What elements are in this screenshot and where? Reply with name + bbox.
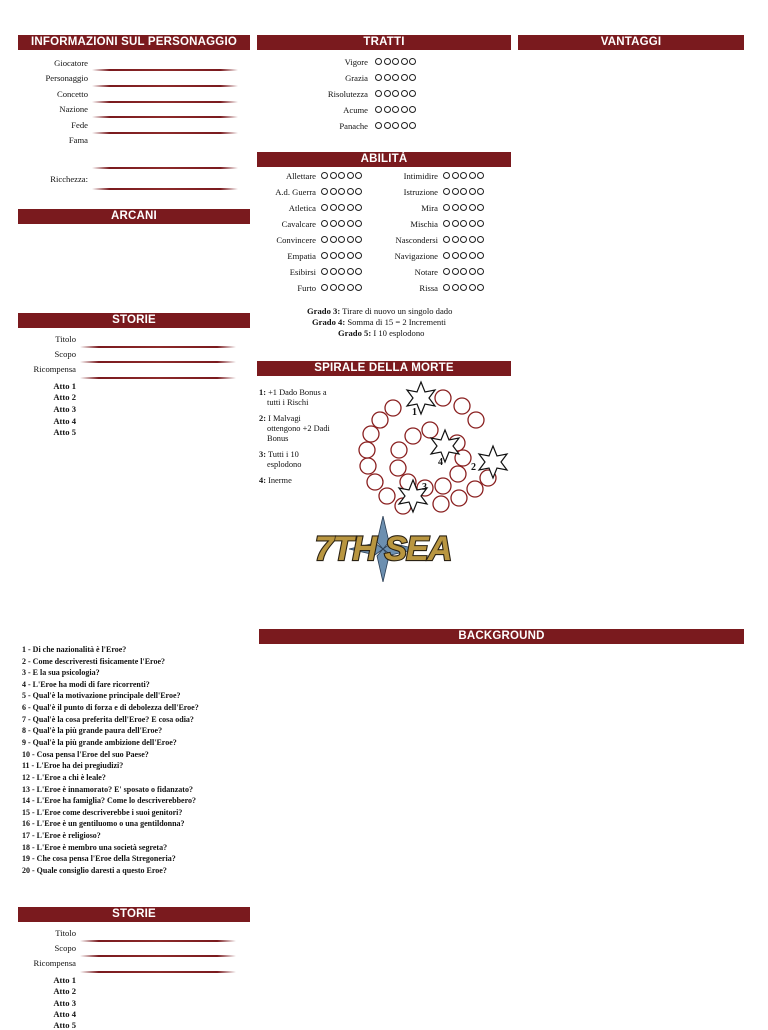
death-spiral-diagram — [345, 378, 515, 518]
domanda-11: 11 - L'Eroe ha dei pregiudizi? — [22, 761, 124, 770]
storie-titolo-label: Titolo — [55, 334, 76, 344]
trait-risolutezza-dots[interactable] — [375, 90, 416, 97]
field-fede[interactable] — [92, 132, 238, 134]
skill-convincere: Convincere — [276, 235, 316, 245]
skill-mira-dots[interactable] — [443, 204, 484, 211]
skill-convincere-dots[interactable] — [321, 236, 362, 243]
domanda-18: 18 - L'Eroe è membro una società segreta? — [22, 843, 168, 852]
spiral-wound-box[interactable] — [385, 400, 401, 416]
spiral-star-label: 3 — [422, 482, 427, 493]
header-vantaggi: VANTAGGI — [518, 35, 744, 50]
trait-vigore: Vigore — [344, 57, 368, 67]
field-personaggio[interactable] — [92, 85, 238, 87]
trait-acume: Acume — [343, 105, 368, 115]
skill-esibirsi: Esibirsi — [289, 267, 316, 277]
label-ricchezza: Ricchezza: — [50, 174, 88, 184]
storie-titolo-field[interactable] — [80, 346, 236, 348]
storie-scopo-field[interactable] — [80, 361, 236, 363]
spirale-item-2: 2: I Malvagi ottengono +2 Dadi Bonus — [259, 414, 330, 443]
spiral-wound-box[interactable] — [435, 390, 451, 406]
field-giocatore[interactable] — [92, 69, 238, 71]
spiral-wound-box[interactable] — [467, 481, 483, 497]
storie2-atto-1: Atto 1 — [53, 975, 76, 985]
skill-mischia: Mischia — [410, 219, 438, 229]
skill-istruzione-dots[interactable] — [443, 188, 484, 195]
trait-panache-dots[interactable] — [375, 122, 416, 129]
header-spirale: SPIRALE DELLA MORTE — [257, 361, 511, 376]
storie-atto-3: Atto 3 — [53, 404, 76, 414]
skill-nascondersi-dots[interactable] — [443, 236, 484, 243]
storie-atto-2: Atto 2 — [53, 392, 76, 402]
storie2-atto-5: Atto 5 — [53, 1020, 76, 1030]
spirale-item-3: 3: Tutti i 10 esplodono — [259, 450, 302, 469]
skill-esibirsi-dots[interactable] — [321, 268, 362, 275]
header-arcani: ARCANI — [18, 209, 250, 224]
domanda-4: 4 - L'Eroe ha modi di fare ricorrenti? — [22, 680, 150, 689]
spiral-wound-box[interactable] — [359, 442, 375, 458]
spiral-wound-box[interactable] — [454, 398, 470, 414]
skill-empatia: Empatia — [287, 251, 316, 261]
skill-intimidire-dots[interactable] — [443, 172, 484, 179]
storie2-titolo-label: Titolo — [55, 928, 76, 938]
header-storie: STORIE — [18, 313, 250, 328]
domanda-16: 16 - L'Eroe è un gentiluomo o una gentildonna? — [22, 819, 185, 828]
spiral-wound-box[interactable] — [390, 460, 406, 476]
grado-5: Grado 5: I 10 esplodono — [338, 328, 425, 338]
domanda-8: 8 - Qual'è la più grande paura dell'Eroe? — [22, 726, 163, 735]
storie-ricompensa-field[interactable] — [80, 377, 236, 379]
storie2-atto-3: Atto 3 — [53, 998, 76, 1008]
storie-ricompensa-label: Ricompensa — [33, 364, 76, 374]
skill-notare: Notare — [414, 267, 438, 277]
field-fama[interactable] — [92, 167, 238, 169]
domanda-14: 14 - L'Eroe ha famiglia? Come lo descriverebbero? — [22, 796, 196, 805]
domanda-17: 17 - L'Eroe è religioso? — [22, 831, 101, 840]
domanda-19: 19 - Che cosa pensa l'Eroe della Stregoneria? — [22, 854, 176, 863]
field-concetto[interactable] — [92, 101, 238, 103]
skill-rissa: Rissa — [419, 283, 438, 293]
spirale-item-1: 1: +1 Dado Bonus a tutti i Rischi — [259, 388, 327, 407]
skill-ad-guerra-dots[interactable] — [321, 188, 362, 195]
skill-ad-guerra: A.d. Guerra — [275, 187, 316, 197]
skill-cavalcare-dots[interactable] — [321, 220, 362, 227]
domanda-9: 9 - Qual'è la più grande ambizione dell'Eroe? — [22, 738, 177, 747]
grado-4: Grado 4: Somma di 15 = 2 Incrementi — [312, 317, 446, 327]
skill-allettare-dots[interactable] — [321, 172, 362, 179]
label-giocatore: Giocatore — [54, 58, 88, 68]
storie-atto-1: Atto 1 — [53, 381, 76, 391]
storie2-scopo-label: Scopo — [54, 943, 76, 953]
field-ricchezza[interactable] — [92, 188, 238, 190]
label-fama: Fama — [68, 135, 88, 145]
spiral-wound-box[interactable] — [372, 412, 388, 428]
spiral-wound-box[interactable] — [451, 490, 467, 506]
storie2-atto-2: Atto 2 — [53, 986, 76, 996]
spiral-wound-box[interactable] — [405, 428, 421, 444]
storie-atto-4: Atto 4 — [53, 416, 76, 426]
storie2-atto-4: Atto 4 — [53, 1009, 76, 1019]
storie2-titolo-field[interactable] — [80, 940, 236, 942]
skill-notare-dots[interactable] — [443, 268, 484, 275]
7th-sea-logo — [308, 516, 458, 582]
spiral-wound-box[interactable] — [379, 488, 395, 504]
domanda-6: 6 - Qual'è il punto di forza e di debolezza dell'Eroe? — [22, 703, 199, 712]
storie-scopo-label: Scopo — [54, 349, 76, 359]
header-background: BACKGROUND — [259, 629, 744, 644]
domanda-20: 20 - Quale consiglio daresti a questo Eroe? — [22, 866, 167, 875]
skill-atletica: Atletica — [288, 203, 316, 213]
domanda-2: 2 - Come descriveresti fisicamente l'Eroe? — [22, 657, 165, 666]
trait-panache: Panache — [339, 121, 368, 131]
label-nazione: Nazione — [59, 104, 88, 114]
label-fede: Fede — [71, 120, 88, 130]
skill-intimidire: Intimidire — [403, 171, 438, 181]
spiral-star-label: 1 — [412, 407, 417, 418]
header-tratti: TRATTI — [257, 35, 511, 50]
spiral-wound-box[interactable] — [433, 496, 449, 512]
storie2-scopo-field[interactable] — [80, 955, 236, 957]
skill-navigazione-dots[interactable] — [443, 252, 484, 259]
skill-rissa-dots[interactable] — [443, 284, 484, 291]
spiral-wound-box[interactable] — [422, 422, 438, 438]
header-abilita: ABILITÀ — [257, 152, 511, 167]
skill-cavalcare: Cavalcare — [281, 219, 316, 229]
spiral-wound-box[interactable] — [367, 474, 383, 490]
header-informazioni: INFORMAZIONI SUL PERSONAGGIO — [18, 35, 250, 50]
spirale-item-4: 4: Inerme — [259, 476, 292, 485]
storie2-ricompensa-label: Ricompensa — [33, 958, 76, 968]
domanda-3: 3 - E la sua psicologia? — [22, 668, 100, 677]
7th-sea-logo-text: 7TH SEA — [314, 530, 452, 568]
trait-risolutezza: Risolutezza — [327, 89, 368, 99]
domanda-5: 5 - Qual'è la motivazione principale dell'Eroe? — [22, 691, 181, 700]
skill-nascondersi: Nascondersi — [395, 235, 438, 245]
domanda-7: 7 - Qual'è la cosa preferita dell'Eroe? E cosa odia? — [22, 715, 194, 724]
skill-mischia-dots[interactable] — [443, 220, 484, 227]
skill-empatia-dots[interactable] — [321, 252, 362, 259]
spiral-wound-box[interactable] — [360, 458, 376, 474]
spiral-wound-box[interactable] — [450, 466, 466, 482]
field-nazione[interactable] — [92, 116, 238, 118]
trait-grazia: Grazia — [345, 73, 368, 83]
skill-furto: Furto — [297, 283, 316, 293]
trait-acume-dots[interactable] — [375, 106, 416, 113]
domanda-12: 12 - L'Eroe a chi è leale? — [22, 773, 106, 782]
skill-mira: Mira — [421, 203, 438, 213]
domanda-1: 1 - Di che nazionalità è l'Eroe? — [22, 645, 127, 654]
trait-vigore-dots[interactable] — [375, 58, 416, 65]
spiral-wound-box[interactable] — [435, 478, 451, 494]
skill-allettare: Allettare — [285, 171, 316, 181]
label-concetto: Concetto — [56, 89, 88, 99]
storie-atto-5: Atto 5 — [53, 427, 76, 437]
domanda-13: 13 - L'Eroe è innamorato? E' sposato o fidanzato? — [22, 785, 193, 794]
trait-grazia-dots[interactable] — [375, 74, 416, 81]
grado-3: Grado 3: Tirare di nuovo un singolo dado — [307, 306, 453, 316]
skill-istruzione: Istruzione — [403, 187, 438, 197]
storie2-ricompensa-field[interactable] — [80, 971, 236, 973]
spiral-wound-box[interactable] — [468, 412, 484, 428]
spiral-wound-box[interactable] — [391, 442, 407, 458]
header-storie-2: STORIE — [18, 907, 250, 922]
spiral-star-label: 4 — [438, 457, 443, 468]
spiral-wound-box[interactable] — [363, 426, 379, 442]
skill-furto-dots[interactable] — [321, 284, 362, 291]
spiral-star-label: 2 — [471, 462, 476, 473]
domanda-10: 10 - Cosa pensa l'Eroe del suo Paese? — [22, 750, 149, 759]
label-personaggio: Personaggio — [45, 73, 88, 83]
skill-navigazione: Navigazione — [394, 251, 438, 261]
domanda-15: 15 - L'Eroe come descriverebbe i suoi genitori? — [22, 808, 183, 817]
skill-atletica-dots[interactable] — [321, 204, 362, 211]
